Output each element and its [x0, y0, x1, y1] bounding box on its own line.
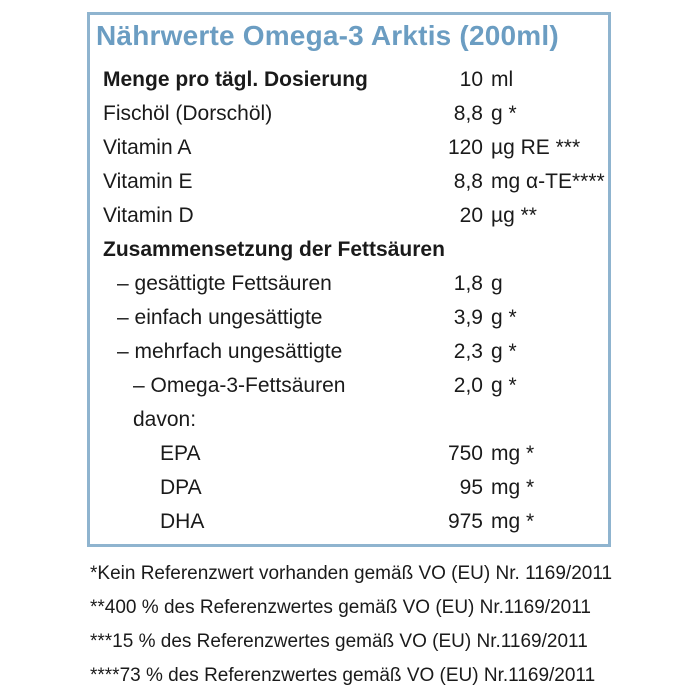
row-name: DHA: [160, 510, 205, 533]
row-value: 3,9: [453, 306, 483, 329]
row-value: 10: [459, 68, 483, 91]
row-unit: ml: [491, 68, 514, 91]
table-row-fish-oil: [103, 97, 700, 131]
table-row-vitamin-a: [103, 131, 700, 165]
row-unit: mg *: [491, 442, 535, 465]
row-name: Zusammensetzung der Fettsäuren: [103, 238, 445, 261]
row-value: 120: [447, 136, 483, 159]
table-row-monounsaturated: [117, 301, 700, 335]
table-row-vitamin-e: [103, 165, 700, 199]
row-value: 20: [459, 204, 483, 227]
row-name: – mehrfach ungesättigte: [117, 340, 343, 363]
row-unit: g *: [491, 374, 517, 397]
row-value: 975: [447, 510, 483, 533]
row-unit: µg RE ***: [491, 136, 581, 159]
row-name: – gesättigte Fettsäuren: [117, 272, 332, 295]
row-name: Vitamin E: [103, 170, 193, 193]
row-name: Vitamin D: [103, 204, 194, 227]
table-row-dha: [160, 505, 700, 539]
footnote-1: *Kein Referenzwert vorhanden gemäß VO (EU) Nr. 1169/2011: [90, 563, 613, 584]
row-name: Fischöl (Dorschöl): [103, 102, 273, 125]
row-name: – einfach ungesättigte: [117, 306, 323, 329]
table-row-saturated: [117, 267, 700, 301]
row-unit: mg α-TE****: [491, 170, 605, 193]
section-heading-fatty-acids: [103, 233, 603, 267]
row-unit: mg *: [491, 476, 535, 499]
table-row-omega-3: [133, 369, 700, 403]
table-row-dosage: [103, 63, 700, 97]
row-value: 1,8: [453, 272, 483, 295]
row-value: 8,8: [453, 170, 483, 193]
row-name: davon:: [133, 408, 197, 431]
row-unit: g *: [491, 306, 517, 329]
panel-title: Nährwerte Omega-3 Arktis (200ml): [96, 20, 559, 51]
table-row-epa: [160, 437, 700, 471]
row-value: 750: [447, 442, 483, 465]
row-name: EPA: [160, 442, 201, 465]
row-name: Menge pro tägl. Dosierung: [103, 68, 368, 91]
row-unit: g *: [491, 340, 517, 363]
table-row-vitamin-d: [103, 199, 700, 233]
row-unit: mg *: [491, 510, 535, 533]
table-row-dpa: [160, 471, 700, 505]
footnote-3: ***15 % des Referenzwertes gemäß VO (EU) Nr.1169/2011: [90, 631, 588, 652]
row-name: DPA: [160, 476, 202, 499]
table-row-polyunsaturated: [117, 335, 700, 369]
row-value: 2,3: [453, 340, 483, 363]
footnote-4: ****73 % des Referenzwertes gemäß VO (EU) Nr.1169/2011: [90, 665, 596, 686]
table-row-davon: [133, 403, 433, 437]
row-unit: g *: [491, 102, 517, 125]
row-name: Vitamin A: [103, 136, 192, 159]
row-name: – Omega-3-Fettsäuren: [133, 374, 346, 397]
row-value: 8,8: [453, 102, 483, 125]
footnote-2: **400 % des Referenzwertes gemäß VO (EU) Nr.1169/2011: [90, 597, 591, 618]
row-value: 95: [459, 476, 483, 499]
row-value: 2,0: [453, 374, 483, 397]
row-unit: µg **: [491, 204, 537, 227]
row-unit: g: [491, 272, 503, 295]
